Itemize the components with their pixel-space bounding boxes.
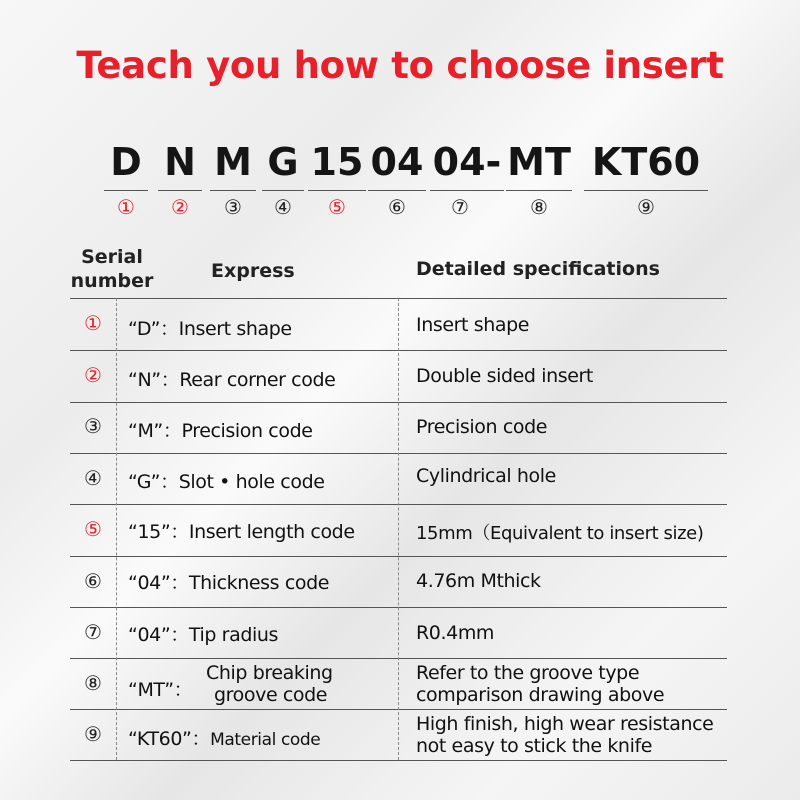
row-express-text: Tip radius: [188, 624, 279, 646]
code-part: KT60: [584, 140, 708, 191]
row-express: [128, 314, 292, 341]
row-spec-line1: Refer to the groove type: [416, 662, 640, 684]
row-spec: [416, 713, 713, 757]
row-number: ⑤: [84, 517, 102, 541]
row-express-line2: groove code: [214, 684, 328, 706]
header-serial-line1: Serial: [81, 246, 143, 268]
code-part: G: [262, 140, 304, 191]
row-code: “KT60”：: [128, 728, 211, 750]
row-express: [128, 724, 320, 751]
row-number: ④: [84, 466, 102, 490]
row-express-text: Material code: [210, 730, 321, 750]
code-part: M: [210, 140, 256, 191]
header-serial-number: [70, 245, 154, 293]
row-express-text: Precision code: [181, 420, 313, 442]
code-part: 04-: [430, 140, 504, 191]
code-part: D: [104, 140, 148, 191]
row-spec: R0.4mm: [416, 622, 495, 644]
row-code: “G”：: [128, 471, 179, 493]
row-spec-line2: not easy to stick the knife: [416, 735, 653, 757]
row-express: [128, 467, 325, 494]
row-express-text: [206, 662, 333, 706]
row-express-text: Insert length code: [188, 521, 355, 543]
header-detailed-specifications: Detailed specifications: [416, 258, 660, 280]
row-code: “15”：: [128, 521, 189, 543]
row-code: “M”：: [128, 420, 182, 442]
row-express: [128, 416, 313, 443]
row-express-text: Slot • hole code: [178, 471, 325, 493]
row-express-text: Rear corner code: [179, 369, 336, 391]
code-part-number: ④: [274, 195, 292, 219]
header-serial-line2: number: [70, 270, 154, 292]
row-spec: Precision code: [416, 416, 548, 438]
row-number: ③: [84, 414, 102, 438]
row-number: ②: [84, 363, 102, 387]
row-spec: 4.76m Mthick: [416, 570, 541, 592]
code-part-number: ⑨: [637, 195, 655, 219]
row-number: ⑥: [84, 569, 102, 593]
code-part: N: [158, 140, 202, 191]
header-express: Express: [211, 260, 295, 282]
row-spec: Double sided insert: [416, 365, 593, 387]
row-spec: [416, 662, 664, 706]
code-part-number: ③: [224, 195, 242, 219]
row-express: [128, 620, 278, 647]
row-express: [128, 517, 355, 544]
code-part: 15: [308, 140, 366, 191]
page-title: Teach you how to choose insert: [76, 44, 724, 87]
table-divider: [70, 760, 727, 761]
row-express: [128, 568, 329, 595]
row-spec: 15mm（Equivalent to insert size): [416, 523, 704, 544]
row-express-line1: Chip breaking: [206, 662, 333, 684]
row-express: [128, 365, 335, 392]
row-number: ①: [84, 311, 102, 335]
code-part-number: ⑥: [388, 195, 406, 219]
row-spec: Insert shape: [416, 314, 530, 336]
row-number: ⑨: [84, 722, 102, 746]
column-separator: [398, 298, 399, 760]
code-part-number: ⑤: [328, 195, 346, 219]
row-code: “N”：: [128, 369, 180, 391]
row-spec-line2: comparison drawing above: [416, 684, 665, 706]
row-number: ⑦: [84, 620, 102, 644]
column-separator: [116, 298, 117, 760]
row-code: “MT”：: [128, 679, 193, 701]
code-part-number: ⑧: [530, 195, 548, 219]
code-part: MT: [506, 140, 572, 191]
row-code: “04”：: [128, 572, 189, 594]
code-part-number: ①: [117, 195, 135, 219]
row-express-text: Thickness code: [188, 572, 330, 594]
row-number: ⑧: [84, 671, 102, 695]
row-spec: Cylindrical hole: [416, 465, 556, 487]
row-code: “04”：: [128, 624, 189, 646]
code-part: 04: [368, 140, 426, 191]
row-express-text: Insert shape: [178, 318, 292, 340]
code-part-number: ②: [171, 195, 189, 219]
row-code: “D”：: [128, 318, 179, 340]
code-part-number: ⑦: [451, 195, 469, 219]
row-spec-line1: High finish, high wear resistance: [416, 713, 714, 735]
